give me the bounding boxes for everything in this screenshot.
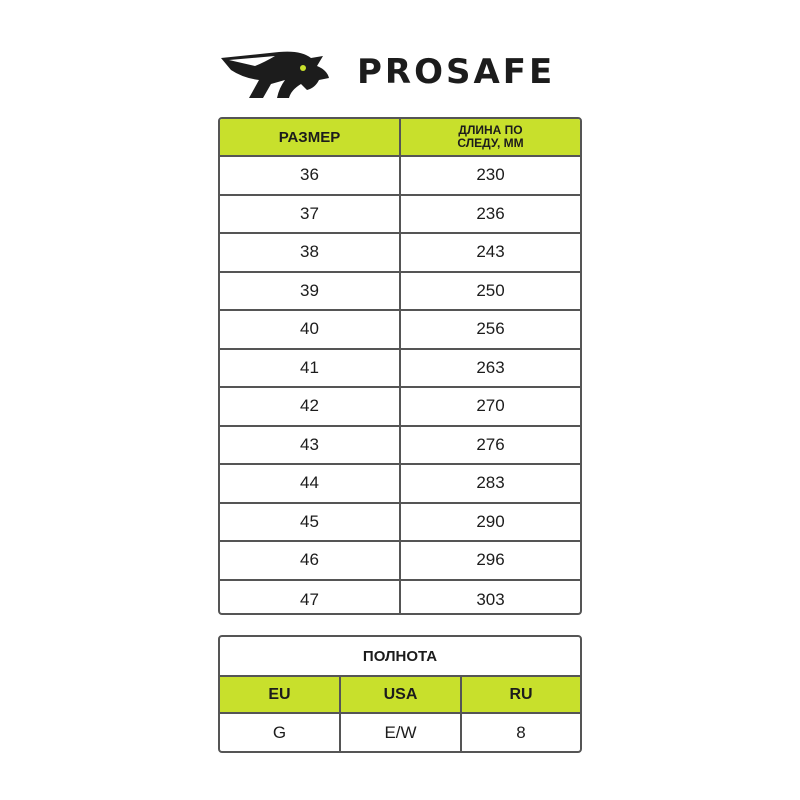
fit-table-header bbox=[220, 677, 580, 714]
size-cell: 38 bbox=[220, 234, 401, 271]
size-cell: 41 bbox=[220, 350, 401, 387]
table-row bbox=[220, 581, 580, 616]
size-cell: 36 bbox=[220, 157, 401, 194]
fit-value-eu: G bbox=[220, 714, 341, 751]
length-cell: 243 bbox=[476, 242, 505, 262]
table-row bbox=[220, 504, 580, 543]
table-row bbox=[220, 465, 580, 504]
table-row bbox=[220, 542, 580, 581]
size-cell: 40 bbox=[220, 311, 401, 348]
length-cell: 296 bbox=[476, 550, 505, 570]
size-cell: 42 bbox=[220, 388, 401, 425]
length-cell: 263 bbox=[476, 357, 505, 377]
size-chart-table bbox=[218, 117, 582, 615]
fit-table-title: ПОЛНОТА bbox=[220, 637, 580, 677]
length-cell: 230 bbox=[476, 165, 505, 185]
length-cell: 270 bbox=[476, 396, 505, 416]
length-cell: 250 bbox=[476, 280, 505, 300]
fit-table bbox=[218, 635, 582, 753]
header-foot-length: ДЛИНА ПО СЛЕДУ, ММ bbox=[457, 123, 524, 150]
size-cell: 45 bbox=[220, 504, 401, 541]
length-cell: 283 bbox=[476, 473, 505, 493]
table-row bbox=[220, 234, 580, 273]
header-size: РАЗМЕР bbox=[220, 119, 401, 155]
size-cell: 47 bbox=[220, 581, 401, 616]
fit-value-ru: 8 bbox=[516, 722, 526, 742]
fit-value-usa: E/W bbox=[341, 714, 462, 751]
fit-table-row bbox=[220, 714, 580, 751]
table-row bbox=[220, 350, 580, 389]
fit-header-usa: USA bbox=[341, 677, 462, 712]
length-cell: 290 bbox=[476, 511, 505, 531]
table-row bbox=[220, 196, 580, 235]
size-cell: 43 bbox=[220, 427, 401, 464]
length-cell: 256 bbox=[476, 319, 505, 339]
table-row bbox=[220, 273, 580, 312]
rhino-head-logo-icon bbox=[219, 44, 331, 100]
size-cell: 37 bbox=[220, 196, 401, 233]
table-row bbox=[220, 311, 580, 350]
size-table-header bbox=[220, 119, 580, 157]
table-row bbox=[220, 157, 580, 196]
length-cell: 276 bbox=[476, 434, 505, 454]
fit-header-ru: RU bbox=[509, 685, 533, 703]
brand-name: PROSAFE bbox=[357, 52, 556, 92]
length-cell: 303 bbox=[476, 589, 505, 609]
length-cell: 236 bbox=[476, 203, 505, 223]
table-row bbox=[220, 427, 580, 466]
table-row bbox=[220, 388, 580, 427]
size-cell: 46 bbox=[220, 542, 401, 579]
brand-logo bbox=[219, 44, 579, 100]
fit-header-eu: EU bbox=[220, 677, 341, 712]
size-cell: 39 bbox=[220, 273, 401, 310]
size-cell: 44 bbox=[220, 465, 401, 502]
